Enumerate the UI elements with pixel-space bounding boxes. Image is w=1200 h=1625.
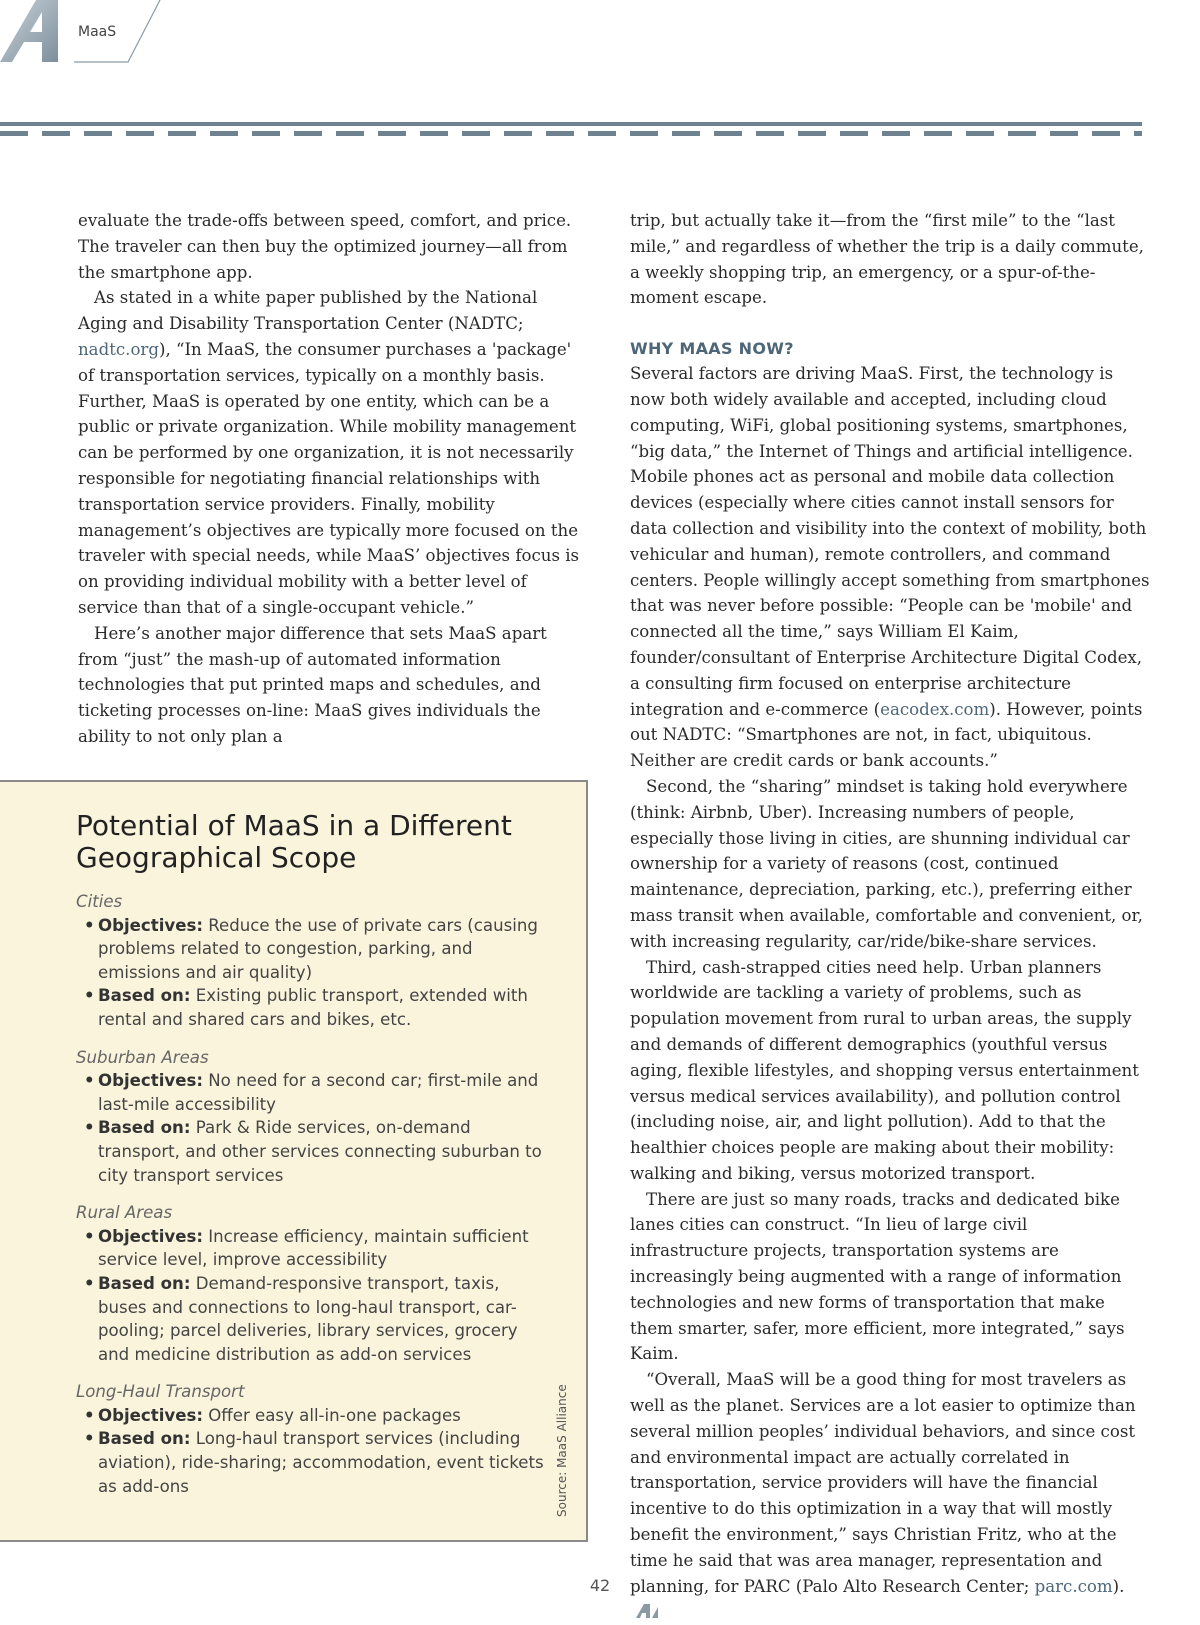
paragraph bbox=[630, 361, 1150, 774]
item-text: Offer easy all-in-one packages bbox=[208, 1405, 461, 1425]
paragraph: Here’s another major difference that sets MaaS apart from “just” the mash-up of automated information technologies that put printed maps and schedules, and ticketing processes on-line: MaaS gives individuals the ability to not only plan a bbox=[78, 623, 547, 746]
item-label: Objectives: bbox=[98, 1405, 203, 1425]
end-mark-icon bbox=[636, 1604, 658, 1618]
nadtc-link[interactable]: nadtc.org bbox=[78, 339, 159, 359]
item-text: Demand-responsive transport, taxis, buses and connections to long-haul transport, car-pooling; parcel deliveries, library services, grocery and medicine distribution as add-on services bbox=[98, 1273, 518, 1364]
text: ). However, points out NADTC: “Smartphones are not, in fact, ubiquitous. Neither are credit cards or bank accounts.” bbox=[630, 699, 1143, 771]
paragraph: evaluate the trade-offs between speed, comfort, and price. The traveler can then buy the optimized journey—all from the smartphone app. bbox=[78, 211, 572, 282]
scope-group bbox=[76, 1201, 546, 1366]
item-label: Based on: bbox=[98, 1273, 191, 1293]
header-dashed-rule bbox=[0, 131, 1142, 136]
list-item bbox=[76, 1427, 546, 1498]
paragraph: Third, cash-strapped cities need help. Urban planners worldwide are tackling a variety of problems, such as population movement from rural to urban areas, the supply and demands of different demographics (youthful versus aging, flexible lifestyles, and shopping versus entertainment versus medical services availability), and pollution control (including noise, air, and light pollution). Add to that the healthier choices people are making about their mobility: walking and biking, versus motorized transport. bbox=[630, 957, 1139, 1183]
sidebar-box bbox=[0, 780, 588, 1542]
item-label: Based on: bbox=[98, 986, 191, 1006]
list-item bbox=[76, 1404, 546, 1428]
scope-group bbox=[76, 1380, 546, 1498]
item-text: Park & Ride services, on-demand transport, and other services connecting suburban to city transport services bbox=[98, 1118, 542, 1185]
scope-list bbox=[76, 1069, 546, 1187]
page-number: 42 bbox=[589, 1576, 611, 1595]
item-label: Objectives: bbox=[98, 1226, 203, 1246]
scope-group bbox=[76, 1046, 546, 1188]
sidebar-content bbox=[76, 890, 546, 1512]
scope-category: Long-Haul Transport bbox=[76, 1382, 245, 1402]
item-label: Based on: bbox=[98, 1429, 191, 1449]
item-text: Increase efficiency, maintain sufficient service level, improve accessibility bbox=[98, 1226, 529, 1270]
item-text: Long-haul transport services (including aviation), ride-sharing; accommodation, event tickets as add-ons bbox=[98, 1429, 544, 1496]
section-tag: MaaS bbox=[78, 24, 117, 40]
paragraph bbox=[78, 285, 590, 620]
header-rule bbox=[0, 122, 1142, 126]
paragraph: trip, but actually take it—from the “first mile” to the “last mile,” and regardless of whether the trip is a daily commute, a weekly shopping trip, an emergency, or a spur-of-the-moment escape. bbox=[630, 211, 1144, 308]
item-text: Reduce the use of private cars (causing problems related to congestion, parking, and emissions and air quality) bbox=[98, 915, 538, 982]
parc-link[interactable]: parc.com bbox=[1034, 1576, 1113, 1596]
scope-category: Cities bbox=[76, 892, 123, 911]
section-heading: WHY MAAS NOW? bbox=[630, 339, 794, 359]
item-label: Based on: bbox=[98, 1118, 191, 1138]
paragraph: Second, the “sharing” mindset is taking hold everywhere (think: Airbnb, Uber). Increasing numbers of people, especially those living in cities, are shunning individual car ownership for a variety of reasons (cost, continued maintenance, depreciation, parking, etc.), preferring either mass transit when available, comfortable and convenient, or, with increasing regularity, car/ride/bike-share services. bbox=[630, 776, 1143, 951]
scope-list bbox=[76, 914, 546, 1032]
item-text: Existing public transport, extended with rental and shared cars and bikes, etc. bbox=[98, 986, 528, 1029]
paragraph: There are just so many roads, tracks and dedicated bike lanes cities can construct. “In lieu of large civil infrastructure projects, transportation systems are increasingly being augmented with a range of information technologies and new forms of transportation that make them smarter, safer, more efficient, more integrated,” says Kaim. bbox=[630, 1189, 1125, 1364]
eacodex-link[interactable]: eacodex.com bbox=[880, 699, 990, 719]
scope-category: Suburban Areas bbox=[76, 1047, 209, 1067]
list-item bbox=[76, 1116, 546, 1187]
list-item bbox=[76, 1225, 546, 1272]
text: “Overall, MaaS will be a good thing for most travelers as well as the planet. Services are a lot easier to optimize than several million peoples’ individual behaviors, and since cost and environmental impact are actually correlated in transportation, service providers will have the financial incentive to do this optimization in a way that will mostly benefit the environment,” says Christian Fritz, who at the time he said that was area manager, representation and planning, for PARC (Palo Alto Research Center; bbox=[630, 1370, 1136, 1596]
list-item bbox=[76, 1069, 546, 1116]
source-credit: Source: MaaS Alliance bbox=[555, 1384, 569, 1517]
right-column bbox=[630, 208, 1150, 1625]
item-label: Objectives: bbox=[98, 1071, 203, 1091]
list-item bbox=[76, 1272, 546, 1366]
sidebar-title: Potential of MaaS in a Different Geographical Scope bbox=[76, 809, 512, 874]
left-column bbox=[78, 208, 590, 750]
scope-list bbox=[76, 1225, 546, 1367]
text: Several factors are driving MaaS. First, the technology is now both widely available and accepted, including cloud computing, WiFi, global positioning systems, smartphones, “big data,” the Internet of Things and artificial intelligence. Mobile phones act as personal and mobile data collection devices (especially where cities cannot install sensors for data collection and visibility into the context of mobility, both vehicular and human), remote controllers, and command centers. People willingly accept something from smartphones that was never before possible: “People can be 'mobile' and connected all the time,” says William El Kaim, founder/consultant of Enterprise Architecture Digital Codex, a consulting firm focused on enterprise architecture integration and e-commerce ( bbox=[630, 364, 1150, 719]
scope-category: Rural Areas bbox=[76, 1203, 173, 1223]
list-item bbox=[76, 914, 546, 985]
item-text: No need for a second car; first-mile and last-mile accessibility bbox=[98, 1071, 539, 1114]
item-label: Objectives: bbox=[98, 915, 203, 935]
scope-list bbox=[76, 1404, 546, 1498]
list-item bbox=[76, 984, 546, 1031]
text: As stated in a white paper published by the National Aging and Disability Transportation Center (NADTC; bbox=[78, 288, 538, 334]
scope-group bbox=[76, 890, 546, 1032]
text: ). bbox=[1112, 1576, 1125, 1596]
text: ), “In MaaS, the consumer purchases a 'package' of transportation services, typically on a monthly basis. Further, MaaS is operated by one entity, which can be a public or private organization. While mobility management can be performed by one organization, it is not necessarily responsible for negotiating financial relationships with transportation service providers. Finally, mobility management’s objectives are typically more focused on the traveler with special needs, while MaaS’ objectives focus is on providing individual mobility with a better level of service than that of a single-occupant vehicle.” bbox=[78, 339, 580, 617]
